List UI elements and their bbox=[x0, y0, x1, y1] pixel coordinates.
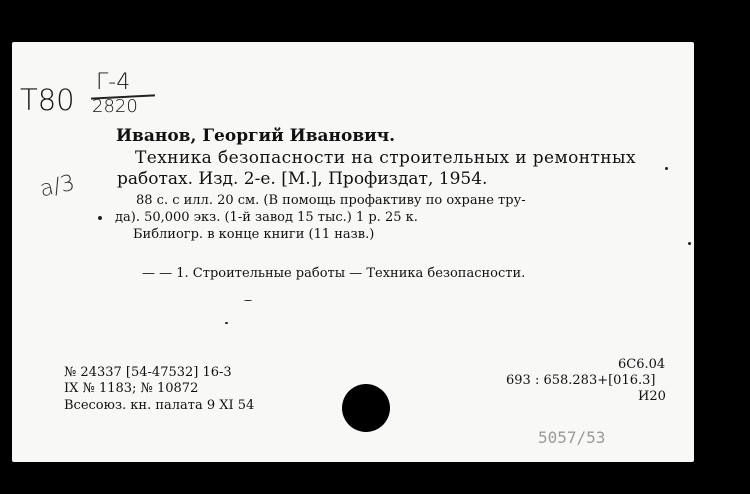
physical-description-line-1: 88 с. с илл. 20 см. (В помощь профактиву по охране тру- bbox=[136, 193, 526, 208]
handwritten-margin-note: a/3 bbox=[37, 170, 78, 203]
author-mark: И20 bbox=[638, 389, 666, 404]
title-line-2: работах. Изд. 2-е. [М.], Профиздат, 1954. bbox=[117, 169, 488, 189]
registration-number: № 24337 [54-47532] 16-3 bbox=[64, 365, 232, 380]
ink-speck bbox=[244, 300, 252, 301]
ink-speck bbox=[98, 216, 102, 220]
card-punch-hole bbox=[342, 384, 390, 432]
catalog-card bbox=[12, 42, 694, 462]
bibliography-note: Библиогр. в конце книги (11 назв.) bbox=[133, 227, 375, 242]
classification-code: 6С6.04 bbox=[618, 357, 666, 372]
ink-speck bbox=[688, 242, 691, 245]
title-line-1: Техника безопасности на строительных и ремонтных bbox=[135, 148, 636, 168]
ink-speck bbox=[225, 322, 228, 324]
registration-reference: IX № 1183; № 10872 bbox=[64, 381, 199, 396]
faded-stamp: 5057/53 bbox=[538, 428, 606, 447]
call-number: Т80 bbox=[20, 83, 75, 117]
author-heading: Иванов, Георгий Иванович. bbox=[116, 126, 396, 146]
issuer-and-date: Всесоюз. кн. палата 9 XI 54 bbox=[64, 398, 255, 413]
call-number-fraction-bottom: 2820 bbox=[92, 96, 138, 117]
call-number-fraction-top: Г-4 bbox=[96, 70, 131, 95]
udc-code: 693 : 658.283+[016.3] bbox=[506, 373, 656, 388]
physical-description-line-2: да). 50,000 экз. (1-й завод 15 тыс.) 1 р. 25 к. bbox=[115, 210, 418, 225]
subject-heading: — — 1. Строительные работы — Техника безопасности. bbox=[142, 266, 526, 281]
ink-speck bbox=[665, 167, 668, 170]
